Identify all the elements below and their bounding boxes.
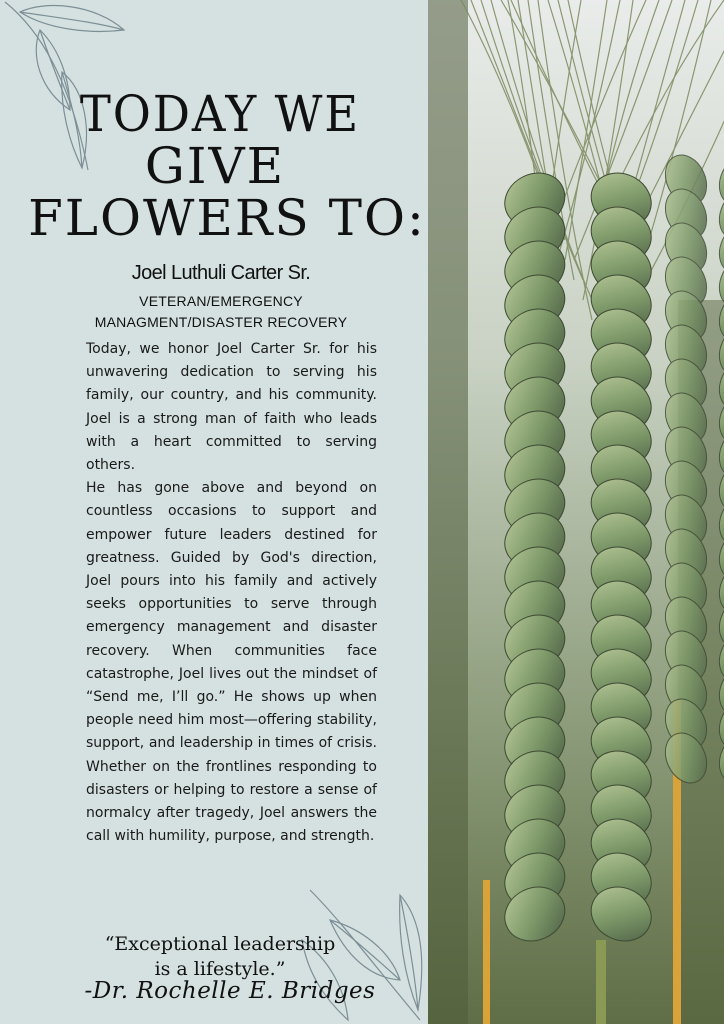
tribute-body [86,338,377,848]
headline-line-1: TODAY WE [79,85,361,143]
honoree-name: Joel Luthuli Carter Sr. [131,262,311,284]
honoree-role-line-2: MANAGMENT/DISASTER RECOVERY [94,314,348,330]
headline-line-3: FLOWERS TO: [28,189,426,247]
wheat-photo-icon [428,0,724,1024]
headline-line-2: GIVE [144,137,286,195]
headline [0,85,428,247]
quote-line-2: is a lifestyle.” [154,958,286,980]
wheat-photo [428,0,724,1024]
tribute-paragraph-1: Today, we honor Joel Carter Sr. for his unwavering dedication to serving his family, our country, and his community. Joel is a strong man of faith who leads with a heart committed to serving others. [86,341,377,474]
tribute-paragraph-2: He has gone above and beyond on countless occasions to support and empower future leaders destined for greatness. Guided by God's direction, Joel pours into his family and actively seeks opportunities to serve through emergency management and disaster recovery. When communities face catastrophe, Joel lives out the mindset of “Send me, I’ll go.” He shows up when people need him most—offering stability, support, and leadership in times of crisis. Whether on the frontlines responding to disasters or helping to restore a sense of normalcy after tragedy, Joel answers the call with humility, purpose, and strength. [86,480,377,845]
quote-line-1: “Exceptional leadership [104,933,336,955]
honoree-role-line-1: VETERAN/EMERGENCY [139,293,303,309]
quote-attribution: -Dr. Rochelle E. Bridges [84,978,376,1004]
